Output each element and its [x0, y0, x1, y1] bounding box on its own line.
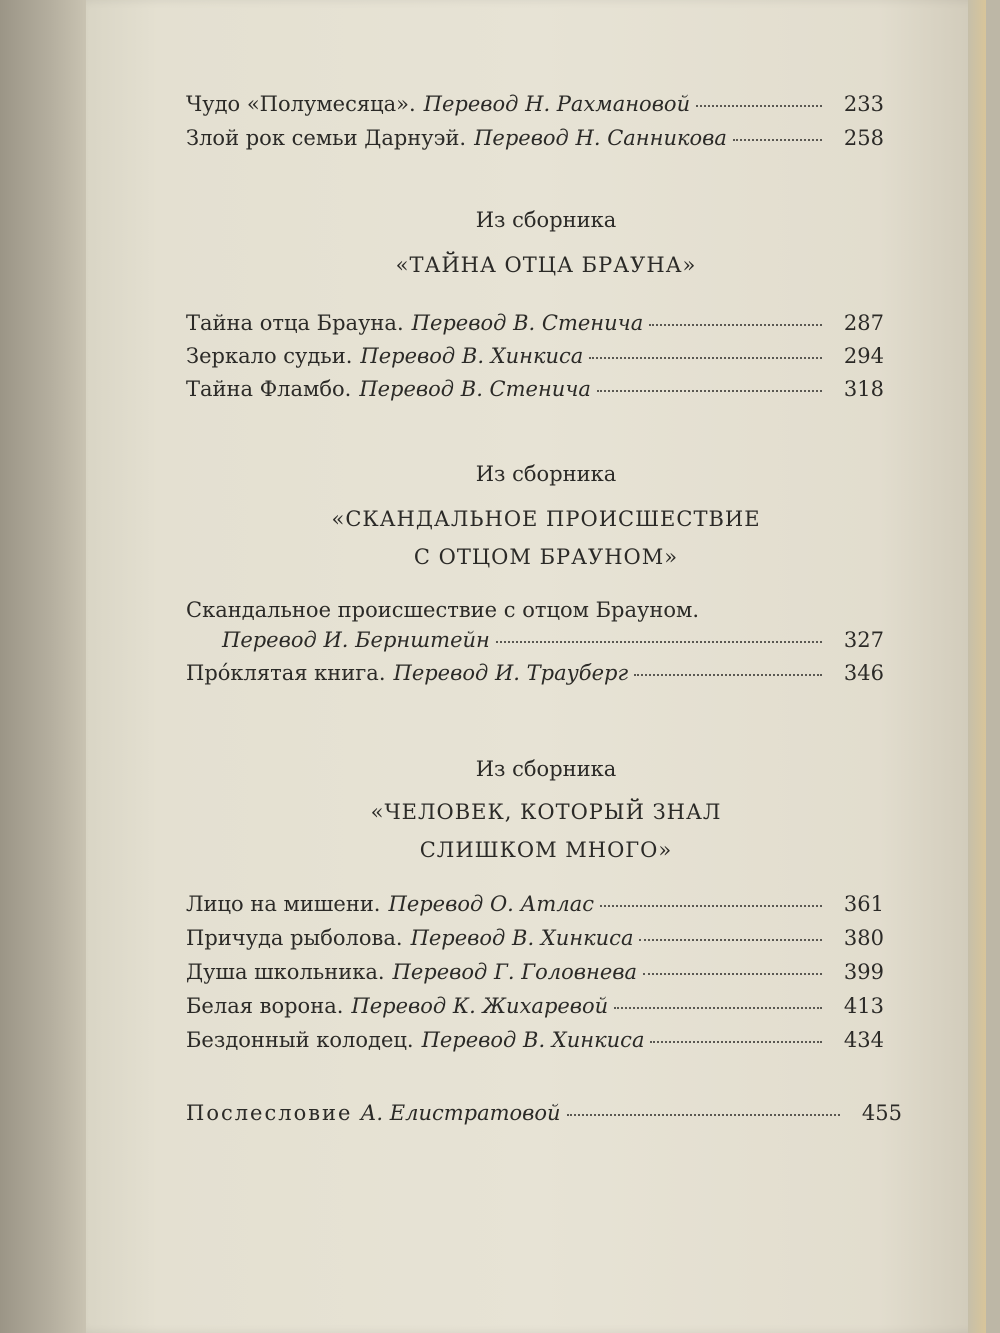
toc-entry-afterword [186, 1101, 902, 1125]
entry-translator: Перевод Г. Головнева [392, 960, 638, 984]
entry-title: Белая ворона. [186, 994, 344, 1018]
entry-title: Скандальное происшествие с отцом Брауном. [186, 598, 700, 622]
toc-entry [186, 892, 884, 916]
dot-leader [696, 105, 822, 107]
entry-page: 287 [843, 311, 884, 335]
toc-entry [186, 92, 884, 116]
entry-page: 346 [843, 661, 884, 685]
entry-title: Прóклятая книга. [186, 661, 386, 685]
entry-translator: Перевод К. Жихаревой [351, 994, 609, 1018]
entry-title: Тайна отца Брауна. [186, 311, 404, 335]
entry-page: 399 [843, 960, 884, 984]
dot-leader [733, 139, 822, 141]
dot-leader [597, 390, 822, 392]
entry-translator: Перевод В. Хинкиса [410, 926, 634, 950]
afterword-title: Послесловие [186, 1101, 353, 1125]
toc-entry [186, 126, 884, 150]
dot-leader [650, 1041, 822, 1043]
entry-translator: Перевод О. Атлас [388, 892, 594, 916]
section-title: «ТАЙНА ОТЦА БРАУНА» [395, 253, 697, 277]
section-title-line1: «ЧЕЛОВЕК, КОТОРЫЙ ЗНАЛ [370, 800, 722, 824]
dot-leader [600, 905, 822, 907]
section-label: Из сборника [475, 757, 617, 781]
entry-page: 380 [843, 926, 884, 950]
entry-title: Причуда рыболова. [186, 926, 403, 950]
toc-entry [186, 926, 884, 950]
section-title-line2: СЛИШКОМ МНОГО» [419, 838, 673, 862]
dot-leader [589, 357, 822, 359]
toc-entry [186, 661, 884, 685]
entry-page: 318 [843, 377, 884, 401]
entry-page: 413 [843, 994, 884, 1018]
entry-translator: Перевод Н. Рахмановой [423, 92, 691, 116]
entry-title: Душа школьника. [186, 960, 385, 984]
entry-page: 361 [843, 892, 884, 916]
entry-translator: Перевод И. Трауберг [393, 661, 629, 685]
dot-leader [634, 674, 822, 676]
toc-entry-continuation [222, 628, 884, 652]
toc-entry [186, 1028, 884, 1052]
entry-title: Лицо на мишени. [186, 892, 381, 916]
entry-translator: Перевод В. Хинкиса [421, 1028, 645, 1052]
section-label: Из сборника [475, 462, 617, 486]
entry-translator: Перевод В. Хинкиса [360, 344, 584, 368]
section-title-line2: С ОТЦОМ БРАУНОМ» [413, 545, 679, 569]
afterword-page: 455 [861, 1101, 902, 1125]
afterword-author: А. Елистратовой [360, 1101, 561, 1125]
entry-translator: Перевод Н. Санникова [474, 126, 727, 150]
section-title-line1: «СКАНДАЛЬНОЕ ПРОИСШЕСТВИЕ [331, 507, 761, 531]
toc-entry [186, 344, 884, 368]
dot-leader [643, 973, 822, 975]
entry-translator: Перевод В. Стенича [359, 377, 591, 401]
toc-entry [186, 311, 884, 335]
entry-title: Бездонный колодец. [186, 1028, 414, 1052]
entry-page: 258 [843, 126, 884, 150]
entry-title: Злой рок семьи Дарнуэй. [186, 126, 467, 150]
dot-leader [639, 939, 822, 941]
entry-translator: Перевод И. Бернштейн [222, 628, 490, 652]
entry-title: Чудо «Полумесяца». [186, 92, 416, 116]
entry-page: 434 [843, 1028, 884, 1052]
dot-leader [567, 1114, 840, 1116]
dot-leader [649, 324, 822, 326]
entry-title: Зеркало судьи. [186, 344, 353, 368]
dot-leader [496, 641, 822, 643]
entry-title: Тайна Фламбо. [186, 377, 352, 401]
entry-page: 233 [843, 92, 884, 116]
dot-leader [614, 1007, 822, 1009]
section-label: Из сборника [475, 208, 617, 232]
entry-page: 294 [843, 344, 884, 368]
toc-entry [186, 377, 884, 401]
entry-translator: Перевод В. Стенича [411, 311, 644, 335]
entry-page: 327 [843, 628, 884, 652]
toc-entry [186, 960, 884, 984]
toc-entry [186, 994, 884, 1018]
